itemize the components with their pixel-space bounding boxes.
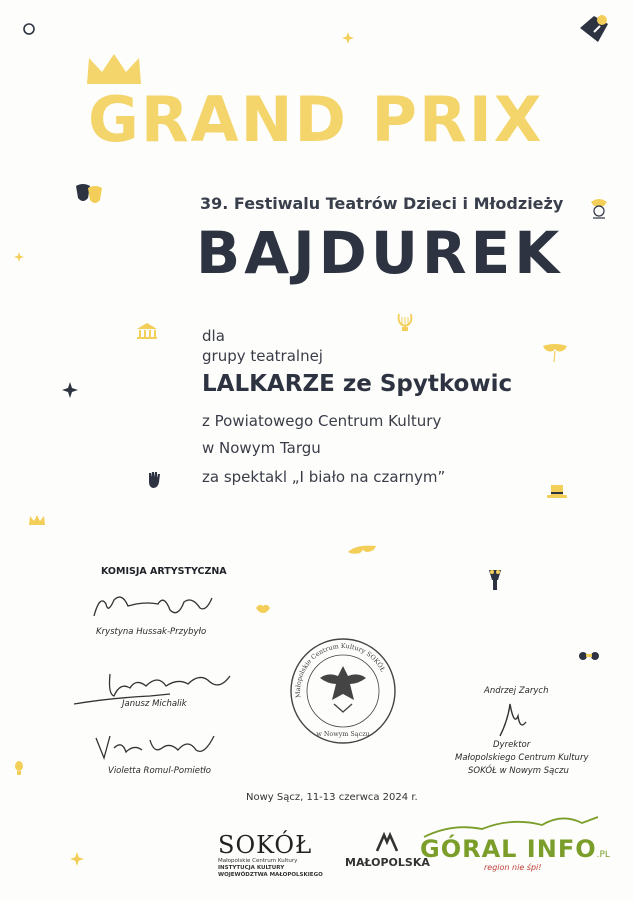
seal-text-layer (288, 636, 398, 746)
award-for-label: dla (202, 327, 225, 345)
institution-line: z Powiatowego Centrum Kultury (202, 412, 442, 430)
signature-3 (92, 728, 222, 764)
signature-name-2: Janusz Michalik (122, 699, 187, 709)
malopolska-logo-name: MAŁOPOLSKA (345, 856, 430, 869)
top-hat-icon (546, 484, 568, 500)
carnival-mask-icon (542, 342, 568, 364)
watermark-logo (420, 835, 625, 872)
watermark-tld: .PL (596, 850, 610, 860)
mountain-outline-icon (422, 813, 602, 839)
theatre-building-icon (136, 322, 158, 340)
watermark-tagline: region nie śpi! (484, 863, 542, 872)
sokol-logo-name: SOKÓŁ (218, 831, 313, 859)
carnival-mask-icon (346, 540, 380, 558)
theatre-spotlight-icon (576, 10, 614, 48)
signature-1 (88, 590, 218, 624)
group-type-label: grupy teatralnej (202, 347, 323, 365)
director-institution-city: SOKÓŁ w Nowym Sączu (468, 766, 569, 776)
director-title: Dyrektor (493, 740, 531, 750)
light-bulb-icon (14, 760, 24, 776)
signature-name-3: Violetta Romul-Pomietło (108, 766, 211, 776)
watermark-name: GÓRAL INFO (420, 835, 597, 863)
play-title-line: za spektakl „I biało na czarnym” (202, 468, 446, 486)
malopolska-mountain-icon (376, 832, 398, 852)
group-name: LALKARZE ze Spytkowic (202, 371, 513, 397)
seal-outer-text: Małopolskie Centrum Kultury SOKÓŁ (293, 642, 387, 699)
crown-small-icon (28, 514, 46, 526)
circle-icon (22, 22, 36, 36)
festival-edition: 39. Festiwalu Teatrów Dzieci i Młodzieży (200, 194, 564, 213)
star-icon (14, 252, 24, 262)
committee-heading: KOMISJA ARTYSTYCZNA (101, 566, 227, 577)
opera-glasses-icon (578, 648, 600, 662)
festival-name: BAJDUREK (196, 219, 564, 287)
theatre-masks-icon (74, 182, 104, 208)
jester-icon (589, 196, 609, 222)
star-icon (62, 382, 78, 398)
place-and-date: Nowy Sącz, 11-13 czerwca 2024 r. (246, 792, 418, 803)
sokol-logo (218, 832, 323, 879)
grand-prix-title: GRAND PRIX (88, 83, 544, 156)
sokol-logo-sub3: WOJEWÓDZTWA MAŁOPOLSKIEGO (218, 872, 323, 878)
director-institution: Małopolskiego Centrum Kultury (455, 753, 589, 763)
sokol-logo-sub1: Małopolskie Centrum Kultury (218, 858, 298, 864)
city-line: w Nowym Targu (202, 439, 321, 457)
glove-icon (146, 470, 162, 490)
sokol-logo-sub2: INSTYTUCJA KULTURY (218, 865, 285, 871)
director-name: Andrzej Zarych (484, 686, 549, 696)
malopolska-logo (345, 832, 429, 869)
signature-name-1: Krystyna Hussak-Przybyło (96, 627, 207, 637)
lips-icon (255, 602, 271, 614)
star-icon (70, 852, 84, 866)
spotlight-icon (486, 568, 504, 594)
svg-text:Małopolskie Centrum Kultury SO (294, 642, 387, 698)
star-icon (342, 32, 354, 44)
lyre-icon (396, 312, 414, 334)
seal-bottom-text: w Nowym Sączu (316, 730, 370, 738)
director-signature (496, 700, 530, 740)
